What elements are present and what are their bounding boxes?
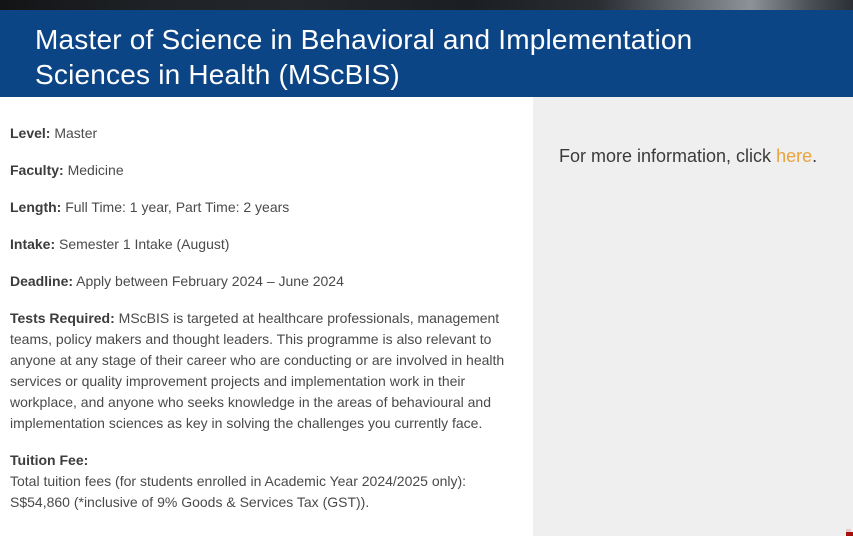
length-value: Full Time: 1 year, Part Time: 2 years	[65, 199, 290, 215]
info-row-level	[10, 123, 515, 144]
more-info-link[interactable]: here	[776, 146, 813, 166]
page-title-line2: Sciences in Health (MScBIS)	[35, 59, 400, 90]
page-header-banner	[0, 10, 853, 97]
info-row-tests-required	[10, 308, 515, 434]
program-details-panel	[0, 97, 533, 536]
info-row-faculty	[10, 160, 515, 181]
tuition-fee-value: Total tuition fees (for students enrolled in Academic Year 2024/2025 only): S$54,860 (*inclusive of 9% Goods & Services Tax (GST)).	[10, 473, 467, 510]
deadline-value: Apply between February 2024 – June 2024	[76, 273, 344, 289]
info-row-length	[10, 197, 515, 218]
length-label: Length:	[10, 199, 62, 215]
intake-value: Semester 1 Intake (August)	[59, 236, 230, 252]
faculty-value: Medicine	[67, 162, 124, 178]
page-title-line1: Master of Science in Behavioral and Implementation	[35, 24, 693, 55]
info-row-intake	[10, 234, 515, 255]
more-info-text-after: .	[812, 146, 818, 166]
page-title	[35, 22, 793, 92]
info-row-deadline	[10, 271, 515, 292]
deadline-label: Deadline:	[10, 273, 74, 289]
tests-required-label: Tests Required:	[10, 310, 115, 326]
level-label: Level:	[10, 125, 51, 141]
info-sidebar	[533, 97, 853, 536]
background-photo-strip	[0, 0, 853, 10]
faculty-label: Faculty:	[10, 162, 64, 178]
tuition-fee-label: Tuition Fee:	[10, 452, 89, 468]
more-info-text	[559, 143, 835, 169]
tests-required-value: MScBIS is targeted at healthcare professionals, management teams, policy makers and thought leaders. This programme is also relevant to anyone at any stage of their career who are conducting or are involved in health services or quality improvement projects and implementation work in their workplace, and anyone who seeks knowledge in the areas of behavioural and implementation sciences as key in solving the challenges you currently face.	[10, 310, 505, 431]
more-info-text-before: For more information, click	[559, 146, 772, 166]
content-layout	[0, 97, 853, 536]
info-row-tuition-fee	[10, 450, 515, 513]
intake-label: Intake:	[10, 236, 56, 252]
level-value: Master	[54, 125, 98, 141]
